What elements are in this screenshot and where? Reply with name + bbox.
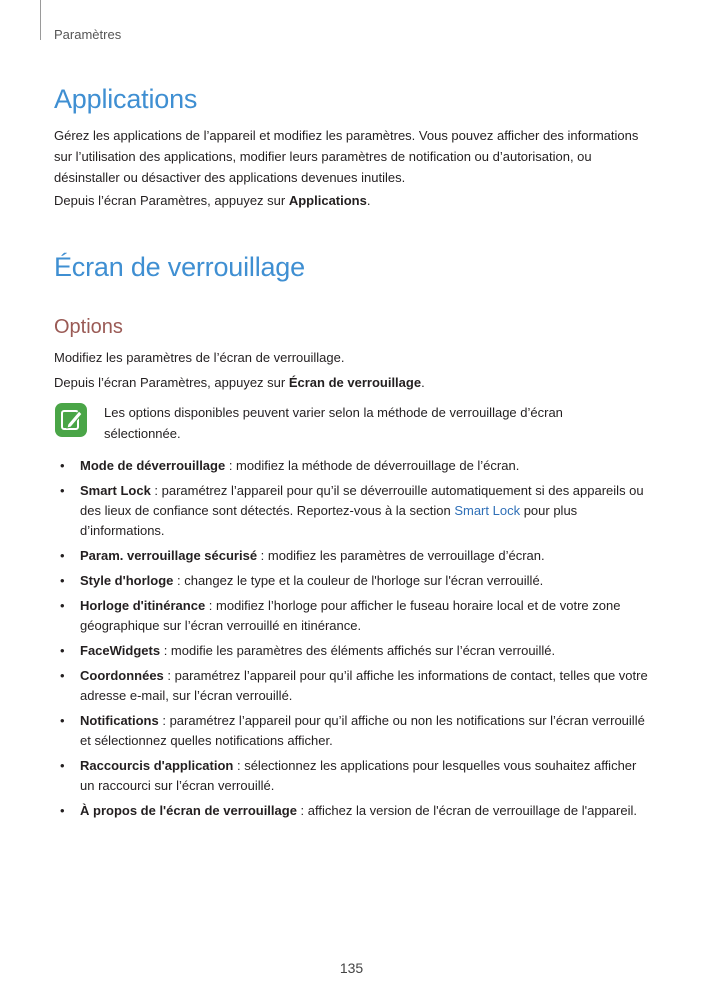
item-desc-after: pour plus d’informations. (80, 503, 578, 538)
item-term: Style d'horloge (80, 573, 174, 588)
item-desc: : modifiez la méthode de déverrouillage de l’écran. (225, 458, 520, 473)
lockscreen-path-prefix: Depuis l’écran Paramètres, appuyez sur (54, 375, 289, 390)
item-term: Notifications (80, 713, 159, 728)
item-desc: : modifie les paramètres des éléments affichés sur l’écran verrouillé. (160, 643, 556, 658)
list-item: • Mode de déverrouillage : modifiez la méthode de déverrouillage de l’écran. (60, 458, 520, 473)
item-term: Horloge d'itinérance (80, 598, 206, 613)
item-desc: : changez le type et la couleur de l'horloge sur l'écran verrouillé. (173, 573, 544, 588)
lockscreen-path (54, 372, 654, 393)
list-item: • Horloge d'itinérance : modifiez l’horloge pour afficher le fuseau horaire local et de votre zone géographique sur l’écran verrouillé en itinérance. (60, 598, 621, 633)
item-desc: : sélectionnez les applications pour lesquelles vous souhaitez afficher un raccourci sur l’écran verrouillé. (80, 758, 637, 793)
list-item: • FaceWidgets : modifie les paramètres des éléments affichés sur l’écran verrouillé. (60, 643, 556, 658)
lockscreen-title: Écran de verrouillage (54, 252, 305, 282)
lockscreen-intro: Modifiez les paramètres de l’écran de verrouillage. (54, 350, 345, 365)
note-text: Les options disponibles peuvent varier selon la méthode de verrouillage d’écran sélectionnée. (104, 405, 563, 441)
options-list (54, 456, 654, 826)
note-pencil-icon (55, 403, 87, 437)
item-term: À propos de l'écran de verrouillage (80, 803, 297, 818)
page-number: 135 (339, 960, 364, 976)
applications-path-suffix: . (366, 193, 371, 208)
applications-intro: Gérez les applications de l’appareil et modifiez les paramètres. Vous pouvez afficher des informations sur l’utilisation des applications, modifier leurs paramètres de notification ou d’autorisation, ou désinstaller ou désactiver des applications devenues inutiles. (54, 128, 639, 185)
item-desc: : paramétrez l’appareil pour qu’il affiche ou non les notifications sur l’écran verrouillé et sélectionnez quelles notifications afficher. (80, 713, 645, 748)
applications-path-prefix: Depuis l’écran Paramètres, appuyez sur (54, 193, 289, 208)
list-item: • Raccourcis d'application : sélectionnez les applications pour lesquelles vous souhaitez afficher un raccourci sur l’écran verrouillé. (60, 758, 637, 793)
item-term: Raccourcis d'application (80, 758, 234, 773)
item-term: Mode de déverrouillage (80, 458, 226, 473)
item-desc: : paramétrez l’appareil pour qu’il affiche les informations de contact, telles que votre adresse e-mail, sur l’écran verrouillé. (80, 668, 648, 703)
list-item: • Param. verrouillage sécurisé : modifiez les paramètres de verrouillage d’écran. (60, 548, 545, 563)
applications-title: Applications (54, 84, 198, 114)
item-term: FaceWidgets (80, 643, 161, 658)
list-item: • Smart Lock : paramétrez l’appareil pour qu’il se déverrouille automatiquement si des appareils ou des lieux de confiance sont détectés. Reportez-vous à la section Smart Lock pour plus d’informations. (60, 483, 644, 538)
running-head: Paramètres (54, 27, 122, 42)
item-desc: : modifiez l’horloge pour afficher le fuseau horaire local et de votre zone géographique sur l’écran verrouillé en itinérance. (80, 598, 621, 633)
item-term: Param. verrouillage sécurisé (80, 548, 258, 563)
item-desc: : affichez la version de l'écran de verrouillage de l'appareil. (296, 803, 637, 818)
lockscreen-path-suffix: . (421, 375, 425, 390)
item-term: Coordonnées (80, 668, 164, 683)
list-item: • Coordonnées : paramétrez l’appareil pour qu’il affiche les informations de contact, telles que votre adresse e-mail, sur l’écran verrouillé. (60, 668, 648, 703)
list-item: • À propos de l'écran de verrouillage : affichez la version de l'écran de verrouillage de l'appareil. (60, 803, 637, 818)
lockscreen-path-target: Écran de verrouillage (288, 375, 422, 390)
options-title: Options (54, 316, 123, 338)
applications-path (54, 190, 654, 211)
item-desc: : modifiez les paramètres de verrouillage d’écran. (257, 548, 545, 563)
item-desc: : paramétrez l’appareil pour qu’il se déverrouille automatiquement si des appareils ou des lieux de confiance sont détectés. Reportez-vous à la section (80, 483, 644, 518)
item-term: Smart Lock (80, 483, 151, 498)
smart-lock-link[interactable]: Smart Lock (454, 503, 521, 518)
applications-path-target: Applications (288, 193, 367, 208)
list-item: • Notifications : paramétrez l’appareil pour qu’il affiche ou non les notifications sur l’écran verrouillé et sélectionnez quelles notifications afficher. (60, 713, 645, 748)
margin-rule (40, 0, 41, 40)
list-item: • Style d'horloge : changez le type et la couleur de l'horloge sur l'écran verrouillé. (60, 573, 544, 588)
